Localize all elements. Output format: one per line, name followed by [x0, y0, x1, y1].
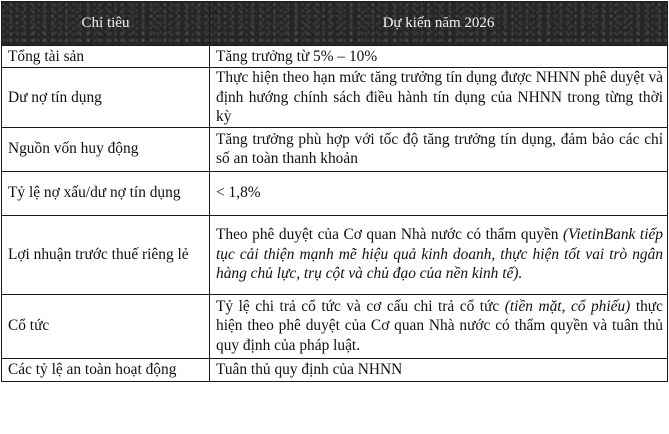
row-value-pretax-profit [210, 215, 668, 294]
table-row [2, 46, 668, 68]
row-label-credit-balance: Dư nợ tín dụng [2, 68, 210, 128]
plan-table-container [1, 1, 668, 432]
row-value-safety-ratios: Tuân thủ quy định của NHNN [210, 358, 668, 381]
header-forecast-2026: Dự kiến năm 2026 [210, 2, 668, 46]
table-row [2, 68, 668, 128]
row-label-pretax-profit: Lợi nhuận trước thuế riêng lẻ [2, 215, 210, 294]
pretax-profit-text: Theo phê duyệt của Cơ quan Nhà nước có thẩm quyền [216, 226, 559, 244]
dividend-text-post: thực hiện theo phê duyệt của Cơ quan Nhà nước có thẩm quyền và tuân thủ quy định của pháp luật. [216, 297, 663, 354]
dividend-text-pre: Tỷ lệ chi trả cổ tức và cơ cấu chi trả cổ tức [216, 297, 500, 315]
table-row [2, 215, 668, 294]
row-value-total-assets: Tăng trưởng từ 5% – 10% [210, 46, 668, 68]
row-label-safety-ratios: Các tỷ lệ an toàn hoạt động [2, 358, 210, 381]
table-row [2, 127, 668, 171]
row-label-dividend: Cổ tức [2, 294, 210, 358]
row-value-credit-balance: Thực hiện theo hạn mức tăng trưởng tín dụng được NHNN phê duyệt và định hướng chính sách điều hành tín dụng của NHNN trong từng thời kỳ [210, 68, 668, 128]
dividend-note: (tiền mặt, cổ phiếu) [504, 297, 631, 315]
row-label-mobilized-capital: Nguồn vốn huy động [2, 127, 210, 171]
row-value-dividend [210, 294, 668, 358]
plan-table [1, 1, 668, 382]
row-label-bad-debt-ratio: Tỷ lệ nợ xấu/dư nợ tín dụng [2, 171, 210, 215]
header-indicator: Chỉ tiêu [2, 2, 210, 46]
table-row [2, 171, 668, 215]
row-value-bad-debt-ratio: < 1,8% [210, 171, 668, 215]
row-label-total-assets: Tổng tài sản [2, 46, 210, 68]
row-value-mobilized-capital: Tăng trưởng phù hợp với tốc độ tăng trưởng tín dụng, đảm bảo các chỉ số an toàn thanh khoản [210, 127, 668, 171]
table-row [2, 294, 668, 358]
table-header-row [2, 2, 668, 46]
pretax-profit-note: (VietinBank tiếp tục cải thiện mạnh mẽ hiệu quả kinh doanh, thực hiện tốt vai trò ngân hàng chủ lực, trụ cột và chủ đạo của nền kinh tế). [216, 226, 663, 283]
table-row [2, 358, 668, 381]
